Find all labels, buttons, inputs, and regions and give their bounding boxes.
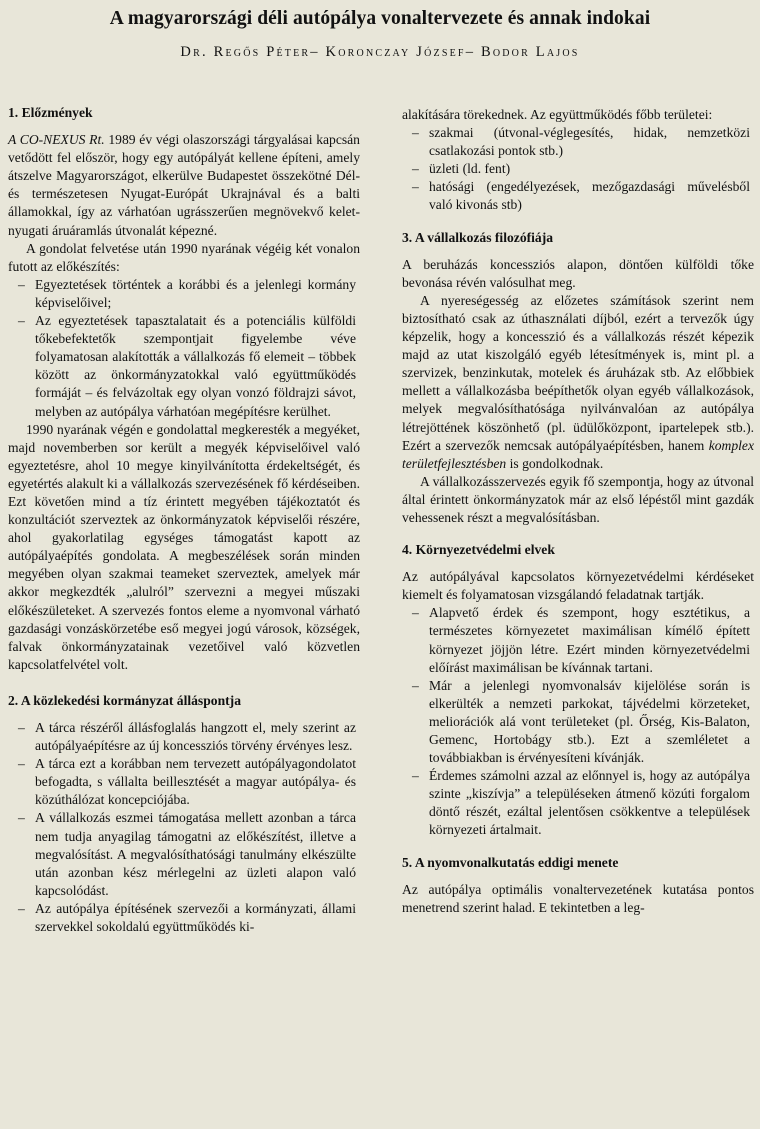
- section-4-heading: 4. Környezetvédelmi elvek: [402, 542, 555, 558]
- article-authors: Dr. Regős Péter– Koronczay József– Bodor Lajos: [180, 44, 580, 60]
- section-4-list: [402, 604, 754, 839]
- section-3-paragraph-3: A vállalkozásszervezés egyik fő szempontja, hogy az útvonal által érintett önkormányzatok már az első lépéstől mint gazdák vehessenek részt a megvalósításban.: [402, 473, 754, 525]
- emphasis-text: komplex területfejlesztésben: [402, 437, 754, 471]
- list-item: – hatósági (engedélyezések, mezőgazdasági művelésből való kivonás stb): [402, 178, 754, 214]
- section-1-paragraph-1: A CO-NEXUS Rt. 1989 év végi olaszországi tárgyalásai kapcsán vetődött fel először, hogy egy autópályát kellene építeni, amely átszelve Magyarországot, elkerülve Budapestet összekötné Dél- és természetesen Nyugat-Európát Ukrajnával és a balti államokkal, így az várhatóan ugrásszerűen megnövekvő kelet-nyugati áruáramlás útvonalát képezné.: [8, 132, 360, 238]
- list-item: – A vállalkozás eszmei támogatása mellett azonban a tárca nem tudja anyagilag támogatni az előkészítést, illetve a megvalósítást. A megvalósíthatósági tanulmány elkészülte után azonban kész mérlegelni az üzleti alapon való kapcsolódást.: [8, 809, 360, 899]
- section-1-list: [8, 276, 360, 421]
- list-item: – A tárca ezt a korábban nem tervezett autópályagondolatot befogadta, s vállalta beillesztését a magyar autópálya- és közúthálózat koncepciójába.: [8, 755, 360, 809]
- continued-paragraph: alakítására törekednek. Az együttműködés főbb területei:: [402, 107, 713, 122]
- section-5-heading: 5. A nyomvonalkutatás eddigi menete: [402, 854, 619, 870]
- list-item: – A tárca részéről állásfoglalás hangzott el, mely szerint az autópályaépítésre az új koncessziós törvény érvényes lesz.: [8, 719, 360, 755]
- list-item: – üzleti (ld. fent): [402, 160, 754, 178]
- section-1-paragraph-3: 1990 nyarának végén e gondolattal megkeresték a megyéket, majd novemberben sor került a megyék képviselőivel való egyeztetésre, ahol 10 megye kinyilvánította érdekeltségét, és egyetértés alakult ki a vállalkozás szervezésének fő kérdéseiben. Ezt követően mind a tíz érintett megyében tájékoztatót és konzultációt szerveztek az önkormányzatok képviselői részére, ahol gyakorlatilag egységes támogatást kapott az autópályaépítés gondolata. A megbeszélések során minden megyében olyan szakmai teameket szerveztek, amelyek már akkor megkezdték „alulról” szervezni a megyei műszaki előkészületeket. A szervezés fontos eleme a nyomvonal várható gazdasági vonzáskörzetébe eső megyei jogú városok, községek, falvak önkormányzatainak vezetőivel való közvetlen kapcsolatfelvétel volt.: [8, 421, 360, 672]
- list-item: – Az egyeztetések tapasztalatait és a potenciális külföldi tőkebefektetők szempontjait figyelembe véve folyamatosan alakították a vállalkozás fő elemeit – többek között az önkormányzatokkal való együttműködés formáját – és felvázoltak egy olyan vonzó földrajzi sávot, melyben az autópálya várhatóan megépítésre kerülhet.: [8, 312, 360, 421]
- company-name: A CO-NEXUS Rt.: [8, 132, 105, 148]
- list-item: – Az autópálya építésének szervezői a kormányzati, állami szervekkel sokoldalú együttműködés ki-: [8, 900, 360, 936]
- section-5-paragraph-1: Az autópálya optimális vonaltervezetének kutatása pontos menetrend szerint halad. E tekintetben a leg-: [402, 881, 754, 915]
- right-column: [402, 106, 754, 917]
- list-item: – Már a jelenlegi nyomvonalsáv kijelölése során is elkerülték a nemzeti parkokat, tájvédelmi körzeteket, meliorációk alá vont területeket (pl. Őrség, Kis-Balaton, Gemenc, Hortobágy stb.). Ezt a szemléletet a továbbiakban is érvényesíteni kívánják.: [402, 677, 754, 767]
- section-1-paragraph-2: A gondolat felvetése után 1990 nyarának végéig két vonalon futott az előkészítés:: [8, 240, 360, 274]
- list-item: – Érdemes számolni azzal az előnnyel is, hogy az autópálya szinte „kiszívja” a településeken átmenő közúti forgalom döntő részét, ezáltal jelentősen csökkentve a települések környezeti ártalmait.: [402, 767, 754, 839]
- section-2-heading: 2. A közlekedési kormányzat álláspontja: [8, 692, 241, 708]
- list-item: – szakmai (útvonal-véglegesítés, hidak, nemzetközi csatlakozási pontok stb.): [402, 124, 754, 160]
- list-item: – Alapvető érdek és szempont, hogy esztétikus, a természetes környezetet maximálisan kímélő épített környezet jöjjön létre. Ezért minden környezetvédelmi előírást maximálisan be kívánnak tartani.: [402, 604, 754, 676]
- article-title: A magyarországi déli autópálya vonaltervezete és annak indokai: [109, 8, 651, 29]
- section-3-heading: 3. A vállalkozás filozófiája: [402, 229, 554, 245]
- cooperation-areas-list: [402, 124, 754, 214]
- section-2-list: [8, 719, 360, 936]
- section-3-paragraph-1: A beruházás koncessziós alapon, döntően külföldi tőke bevonása révén valósulhat meg.: [402, 256, 754, 290]
- section-1-heading: 1. Előzmények: [8, 105, 93, 120]
- section-3-paragraph-2: A nyereségesség az előzetes számítások szerint nem biztosítható csak az úthasználati díjból, ezért a tervezők úgy képzelik, hogy a koncesszió és a vállalkozás részét képezik majd az utat kiszolgáló egyéb létesítmények is, mint pl. a szervizek, benzinkutak, motelek és áruházak stb. Az előbbiek mellett a vállalkozásba beépíthetők olyan egyéb vállalkozások, melyek megvalósíthatósága nyilvánvalóan az autópálya létrejöttének köszönhető (pl. üdülőközpont, ipartelepek stb.). Ezért a szervezők nemcsak autópályaépítésben, hanem komplex területfejlesztésben is gondolkodnak.: [402, 292, 754, 471]
- section-4-paragraph-1: Az autópályával kapcsolatos környezetvédelmi kérdéseket kiemelt és folyamatosan vizsgálandó feladatnak tartják.: [402, 569, 754, 603]
- left-column: [8, 104, 360, 936]
- list-item: – Egyeztetések történtek a korábbi és a jelenlegi kormány képviselőivel;: [8, 276, 360, 312]
